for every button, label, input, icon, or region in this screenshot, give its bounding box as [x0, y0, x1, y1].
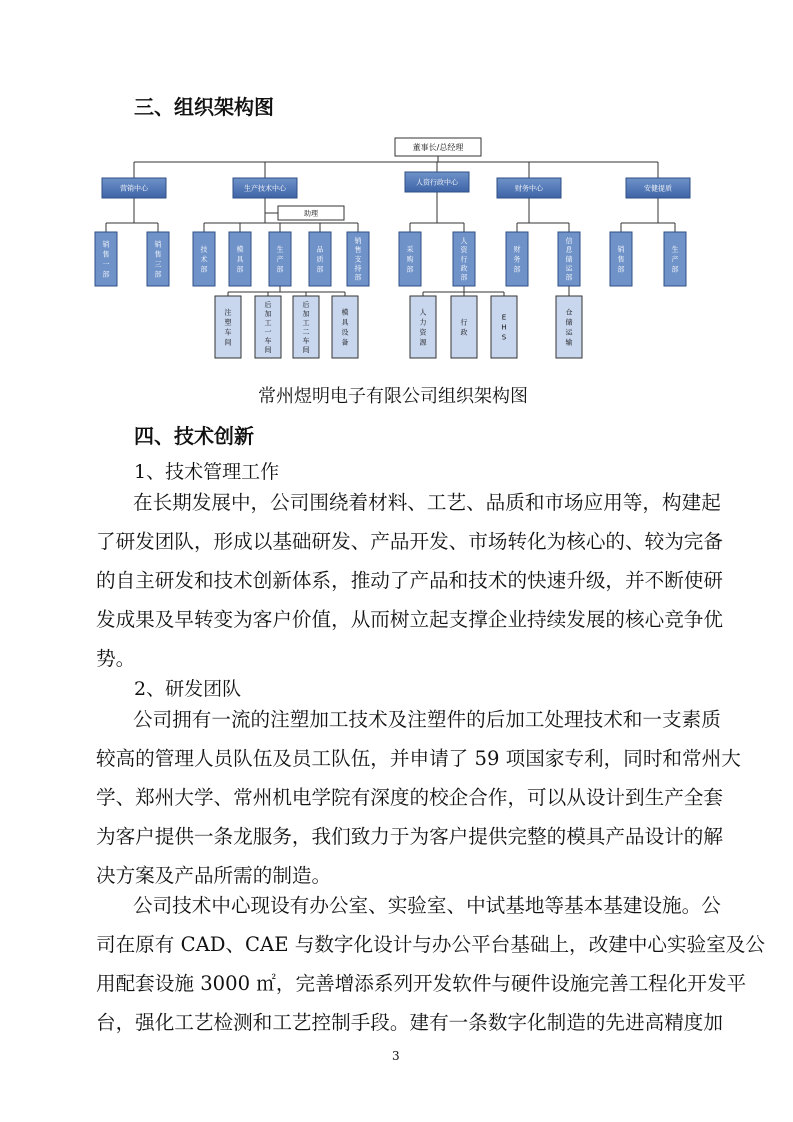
paragraph-tech-management	[96, 483, 723, 678]
text-line: 为客户提供一条龙服务，我们致力于为客户提供完整的模具产品设计的解	[96, 825, 723, 848]
org-unit-label: 销售三部	[154, 240, 162, 279]
sub-heading-tech-management: 1、技术管理工作	[134, 461, 280, 483]
org-unit-label: 采购部	[406, 245, 414, 274]
org-subunit-label: 后加工一车间	[264, 300, 272, 354]
text-line: 决方案及产品所需的制造。	[96, 864, 332, 887]
org-unit-label: 财务部	[513, 245, 521, 274]
org-chart-caption: 常州煜明电子有限公司组织架构图	[258, 386, 528, 407]
org-unit-label: 模具部	[236, 245, 244, 274]
org-chart-heading: 三、组织架构图	[134, 95, 274, 119]
text-line: 公司拥有一流的注塑加工技术及注塑件的后加工处理技术和一支素质	[133, 708, 721, 731]
org-subunit-label: 注塑车间	[224, 308, 232, 347]
text-line: 公司技术中心现设有办公室、实验室、中试基地等基本基建设施。公	[133, 894, 721, 917]
org-subunit-box	[556, 296, 582, 358]
text-line: 的自主研发和技术创新体系，推动了产品和技术的快速升级，并不断使研	[96, 569, 723, 592]
org-unit-label: 人资行政部	[460, 236, 468, 282]
org-subunit-box	[332, 296, 358, 358]
org-dept-label: 营销中心	[120, 184, 148, 193]
text-line: 在长期发展中，公司围绕着材料、工艺、品质和市场应用等，构建起	[133, 491, 721, 514]
org-assistant-label: 助理	[304, 209, 318, 218]
org-unit-label: 销售支持部	[354, 236, 362, 282]
org-dept-label: 安健提质	[644, 184, 672, 193]
org-unit-label: 技术部	[200, 245, 208, 274]
org-subunit-label: E H S	[501, 313, 507, 342]
org-dept-label: 人资行政中心	[416, 178, 458, 187]
org-dept-label: 财务中心	[515, 184, 543, 193]
text-line: 较高的管理人员队伍及员工队伍，并申请了 59 项国家专利，同时和常州大	[96, 747, 741, 770]
org-dept-label: 生产技术中心	[244, 184, 286, 193]
org-unit-label: 生产部	[276, 245, 284, 274]
org-unit-label: 品质部	[316, 245, 324, 274]
text-line: 司在原有 CAD、CAE 与数字化设计与办公平台基础上，改建中心实验室及公	[96, 933, 765, 956]
text-line: 台，强化工艺检测和工艺控制手段。建有一条数字化制造的先进高精度加	[96, 1011, 723, 1034]
org-subunit-box	[410, 296, 436, 358]
org-unit-label: 生产部	[671, 245, 679, 274]
org-unit-label: 销售一部	[102, 240, 110, 279]
org-root-label: 董事长/总经理	[412, 142, 464, 152]
org-subunit-label: 行政	[460, 318, 468, 337]
text-line: 了研发团队，形成以基础研发、产品开发、市场转化为核心的、较为完备	[96, 530, 723, 553]
page-number: 3	[392, 1049, 400, 1063]
org-subunit-label: 模具设备	[341, 308, 349, 347]
text-line: 用配套设施 3000 ㎡，完善增添系列开发软件与硬件设施完善工程化开发平	[96, 972, 747, 995]
org-unit-label: 信息储运部	[565, 236, 573, 282]
org-subunit-label: 仓储运输	[565, 308, 573, 347]
org-subunit-box	[451, 296, 477, 358]
tech-heading: 四、技术创新	[134, 424, 254, 448]
org-unit-label: 销售部	[617, 245, 625, 274]
text-line: 势。	[96, 647, 136, 670]
paragraph-tech-center	[96, 886, 765, 1042]
sub-heading-rd-team: 2、研发团队	[134, 678, 242, 700]
org-subunit-box	[215, 296, 241, 358]
org-subunit-label: 人力资源	[419, 308, 427, 347]
paragraph-rd-team	[96, 700, 741, 895]
org-chart	[92, 128, 708, 374]
org-subunit-label: 后加工二车间	[302, 300, 310, 354]
text-line: 学、郑州大学、常州机电学院有深度的校企合作，可以从设计到生产全套	[96, 786, 723, 809]
text-line: 发成果及早转变为客户价值，从而树立起支撑企业持续发展的核心竞争优	[96, 608, 723, 631]
